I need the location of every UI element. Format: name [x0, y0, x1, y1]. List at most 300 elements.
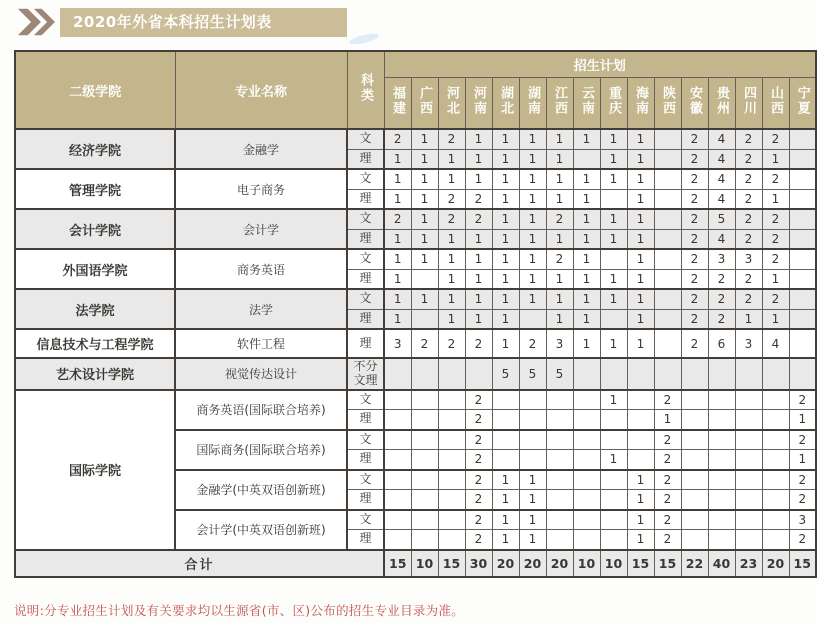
total-value-cell: 20 [492, 550, 519, 577]
plan-value-cell: 1 [438, 229, 465, 249]
plan-value-cell: 1 [492, 289, 519, 309]
plan-value-cell [789, 149, 816, 169]
category-cell: 不分文理 [347, 358, 384, 390]
college-cell: 信息技术与工程学院 [15, 329, 175, 358]
major-cell: 会计学(中英双语创新班) [175, 510, 347, 550]
plan-value-cell [627, 390, 654, 410]
category-cell: 文 [347, 470, 384, 490]
plan-value-cell: 1 [600, 129, 627, 149]
plan-value-cell: 1 [762, 189, 789, 209]
plan-value-cell: 1 [627, 269, 654, 289]
plan-value-cell [573, 390, 600, 410]
plan-value-cell: 1 [627, 229, 654, 249]
plan-value-cell: 1 [627, 530, 654, 550]
plan-value-cell: 2 [735, 169, 762, 189]
college-cell: 法学院 [15, 289, 175, 329]
category-cell: 文 [347, 510, 384, 530]
plan-value-cell: 1 [546, 229, 573, 249]
plan-value-cell: 1 [600, 269, 627, 289]
plan-value-cell: 1 [546, 149, 573, 169]
plan-value-cell [789, 229, 816, 249]
plan-value-cell: 2 [681, 289, 708, 309]
plan-value-cell [654, 189, 681, 209]
plan-value-cell: 3 [735, 249, 762, 269]
col-header-province [627, 77, 654, 129]
plan-value-cell: 1 [546, 289, 573, 309]
plan-value-cell [681, 470, 708, 490]
plan-value-cell: 1 [384, 269, 411, 289]
plan-value-cell: 1 [492, 530, 519, 550]
plan-value-cell [573, 149, 600, 169]
plan-value-cell: 1 [573, 309, 600, 329]
plan-value-cell: 2 [465, 470, 492, 490]
plan-value-cell: 2 [762, 229, 789, 249]
plan-value-cell: 2 [708, 309, 735, 329]
plan-value-cell [519, 430, 546, 450]
plan-value-cell: 4 [708, 149, 735, 169]
plan-value-cell [384, 430, 411, 450]
plan-value-cell: 1 [411, 229, 438, 249]
plan-value-cell: 1 [411, 149, 438, 169]
plan-value-cell [384, 358, 411, 390]
plan-value-cell [762, 358, 789, 390]
plan-value-cell: 1 [546, 169, 573, 189]
plan-value-cell [681, 510, 708, 530]
province-label: 湖南 [525, 85, 540, 116]
plan-value-cell [438, 358, 465, 390]
plan-value-cell [735, 390, 762, 410]
plan-value-cell: 1 [762, 149, 789, 169]
college-cell: 艺术设计学院 [15, 358, 175, 390]
page-title: 2020年外省本科招生计划表 [60, 8, 347, 37]
plan-value-cell [546, 490, 573, 510]
plan-value-cell: 2 [465, 410, 492, 430]
table-row [15, 249, 816, 269]
table-row [15, 358, 816, 390]
plan-value-cell [789, 129, 816, 149]
plan-value-cell: 1 [519, 189, 546, 209]
plan-value-cell [546, 450, 573, 470]
province-label: 湖北 [498, 85, 513, 116]
plan-value-cell [654, 289, 681, 309]
plan-value-cell [762, 510, 789, 530]
plan-value-cell: 1 [384, 189, 411, 209]
plan-value-cell: 1 [600, 169, 627, 189]
plan-value-cell: 1 [627, 309, 654, 329]
college-cell: 会计学院 [15, 209, 175, 249]
plan-value-cell [546, 470, 573, 490]
plan-value-cell: 1 [438, 289, 465, 309]
plan-value-cell: 1 [384, 289, 411, 309]
plan-value-cell [600, 470, 627, 490]
total-value-cell: 15 [384, 550, 411, 577]
plan-value-cell [762, 390, 789, 410]
province-label: 河南 [471, 85, 486, 116]
plan-value-cell: 1 [411, 289, 438, 309]
total-value-cell: 22 [681, 550, 708, 577]
plan-value-cell: 1 [465, 269, 492, 289]
plan-value-cell: 1 [519, 490, 546, 510]
col-header-plan-group: 招生计划 [384, 51, 816, 77]
col-header-province [600, 77, 627, 129]
plan-value-cell: 1 [600, 450, 627, 470]
plan-value-cell: 1 [573, 329, 600, 358]
plan-value-cell [654, 229, 681, 249]
plan-value-cell [411, 450, 438, 470]
plan-value-cell: 2 [762, 209, 789, 229]
plan-value-cell: 2 [465, 510, 492, 530]
plan-value-cell [492, 450, 519, 470]
plan-value-cell: 2 [681, 249, 708, 269]
col-header-province [654, 77, 681, 129]
total-value-cell: 23 [735, 550, 762, 577]
plan-value-cell: 2 [735, 189, 762, 209]
plan-value-cell: 1 [438, 309, 465, 329]
plan-value-cell: 2 [465, 209, 492, 229]
college-cell: 国际学院 [15, 390, 175, 550]
plan-value-cell: 2 [465, 490, 492, 510]
plan-value-cell [600, 189, 627, 209]
plan-value-cell [411, 490, 438, 510]
plan-value-cell [438, 450, 465, 470]
plan-value-cell: 1 [573, 229, 600, 249]
plan-value-cell [762, 470, 789, 490]
plan-value-cell: 4 [708, 129, 735, 149]
plan-value-cell: 2 [654, 490, 681, 510]
plan-value-cell [384, 470, 411, 490]
plan-value-cell: 2 [735, 129, 762, 149]
plan-value-cell: 1 [492, 209, 519, 229]
plan-value-cell [411, 358, 438, 390]
plan-value-cell [438, 490, 465, 510]
plan-value-cell: 2 [681, 309, 708, 329]
table-row [15, 169, 816, 189]
table-row [15, 390, 816, 410]
plan-value-cell [789, 209, 816, 229]
plan-value-cell: 1 [384, 229, 411, 249]
total-value-cell: 15 [627, 550, 654, 577]
category-cell: 理 [347, 269, 384, 289]
plan-value-cell: 1 [519, 169, 546, 189]
plan-value-cell: 1 [465, 169, 492, 189]
plan-value-cell: 1 [519, 249, 546, 269]
plan-value-cell: 2 [762, 129, 789, 149]
plan-value-cell: 2 [735, 229, 762, 249]
plan-value-cell: 1 [573, 189, 600, 209]
plan-value-cell: 1 [519, 510, 546, 530]
plan-value-cell [384, 510, 411, 530]
category-cell: 理 [347, 450, 384, 470]
plan-value-cell: 1 [465, 309, 492, 329]
plan-value-cell [762, 450, 789, 470]
plan-value-cell: 2 [654, 430, 681, 450]
plan-value-cell [411, 390, 438, 410]
province-label: 安徽 [687, 85, 702, 116]
plan-value-cell [708, 430, 735, 450]
category-cell: 理 [347, 149, 384, 169]
plan-value-cell [681, 358, 708, 390]
plan-value-cell [762, 530, 789, 550]
plan-value-cell [681, 530, 708, 550]
col-header-province [411, 77, 438, 129]
total-value-cell: 10 [411, 550, 438, 577]
plan-value-cell [735, 358, 762, 390]
plan-value-cell: 3 [708, 249, 735, 269]
category-cell: 理 [347, 329, 384, 358]
plan-value-cell [654, 269, 681, 289]
plan-value-cell [708, 510, 735, 530]
plan-value-cell [438, 430, 465, 450]
plan-value-cell: 1 [627, 470, 654, 490]
college-cell: 管理学院 [15, 169, 175, 209]
province-label: 海南 [633, 85, 648, 116]
college-cell: 经济学院 [15, 129, 175, 169]
plan-value-cell: 1 [492, 229, 519, 249]
plan-value-cell: 1 [465, 129, 492, 149]
plan-value-cell: 3 [789, 510, 816, 530]
col-header-category [347, 51, 384, 129]
plan-value-cell: 1 [438, 169, 465, 189]
plan-value-cell [600, 510, 627, 530]
plan-value-cell: 1 [627, 169, 654, 189]
plan-value-cell: 1 [546, 309, 573, 329]
plan-value-cell: 4 [762, 329, 789, 358]
major-cell: 商务英语(国际联合培养) [175, 390, 347, 430]
plan-value-cell: 1 [492, 329, 519, 358]
plan-value-cell: 3 [546, 329, 573, 358]
plan-value-cell: 2 [681, 169, 708, 189]
major-cell: 视觉传达设计 [175, 358, 347, 390]
plan-value-cell: 1 [546, 129, 573, 149]
plan-value-cell: 2 [546, 209, 573, 229]
major-cell: 金融学 [175, 129, 347, 169]
plan-value-cell [708, 390, 735, 410]
decorative-swoosh [348, 31, 379, 46]
plan-value-cell: 1 [573, 289, 600, 309]
plan-value-cell [519, 390, 546, 410]
plan-value-cell: 2 [681, 269, 708, 289]
province-label: 福建 [390, 85, 405, 116]
plan-value-cell: 3 [735, 329, 762, 358]
plan-value-cell: 1 [492, 510, 519, 530]
plan-value-cell [762, 490, 789, 510]
plan-value-cell: 1 [384, 169, 411, 189]
plan-value-cell [735, 430, 762, 450]
province-label: 河北 [444, 85, 459, 116]
plan-value-cell [546, 410, 573, 430]
col-header-province [465, 77, 492, 129]
header-row-top [15, 51, 816, 77]
plan-value-cell [384, 490, 411, 510]
plan-value-cell: 1 [735, 309, 762, 329]
plan-value-cell [411, 410, 438, 430]
category-cell: 文 [347, 129, 384, 149]
plan-value-cell [438, 510, 465, 530]
table-row [15, 209, 816, 229]
plan-value-cell [573, 358, 600, 390]
plan-value-cell: 1 [492, 189, 519, 209]
plan-value-cell [384, 410, 411, 430]
total-row [15, 550, 816, 577]
plan-value-cell: 2 [735, 209, 762, 229]
plan-value-cell [627, 410, 654, 430]
plan-value-cell [573, 450, 600, 470]
plan-value-cell [654, 358, 681, 390]
plan-value-cell: 5 [519, 358, 546, 390]
plan-value-cell [789, 169, 816, 189]
plan-value-cell [411, 470, 438, 490]
plan-value-cell: 2 [735, 149, 762, 169]
plan-value-cell: 2 [789, 530, 816, 550]
col-header-province [384, 77, 411, 129]
plan-value-cell: 2 [708, 289, 735, 309]
col-header-province [681, 77, 708, 129]
plan-value-cell [384, 530, 411, 550]
plan-value-cell [789, 309, 816, 329]
plan-value-cell: 2 [789, 490, 816, 510]
plan-value-cell [735, 490, 762, 510]
plan-value-cell: 1 [519, 269, 546, 289]
plan-value-cell [411, 510, 438, 530]
category-cell: 理 [347, 229, 384, 249]
plan-value-cell: 1 [654, 410, 681, 430]
plan-value-cell: 1 [600, 149, 627, 169]
major-cell: 商务英语 [175, 249, 347, 289]
category-cell: 文 [347, 430, 384, 450]
plan-value-cell [546, 510, 573, 530]
plan-value-cell [762, 410, 789, 430]
plan-value-cell: 2 [762, 249, 789, 269]
plan-value-cell: 1 [573, 209, 600, 229]
plan-value-cell: 1 [789, 410, 816, 430]
plan-value-cell: 1 [600, 209, 627, 229]
plan-value-cell: 2 [735, 269, 762, 289]
plan-value-cell: 6 [708, 329, 735, 358]
plan-value-cell: 2 [708, 269, 735, 289]
total-value-cell: 10 [573, 550, 600, 577]
category-cell: 文 [347, 249, 384, 269]
plan-value-cell [735, 410, 762, 430]
plan-value-cell [708, 470, 735, 490]
plan-value-cell: 1 [627, 209, 654, 229]
plan-value-cell [492, 430, 519, 450]
plan-value-cell: 2 [654, 450, 681, 470]
category-cell: 理 [347, 309, 384, 329]
double-right-chevron-icon [14, 5, 62, 39]
plan-value-cell [654, 329, 681, 358]
plan-value-cell [546, 430, 573, 450]
plan-value-cell [600, 249, 627, 269]
plan-value-cell: 4 [708, 169, 735, 189]
plan-value-cell: 2 [789, 430, 816, 450]
total-value-cell: 20 [546, 550, 573, 577]
plan-value-cell: 3 [384, 329, 411, 358]
plan-value-cell: 1 [519, 289, 546, 309]
plan-value-cell: 2 [384, 129, 411, 149]
plan-value-cell [681, 490, 708, 510]
plan-value-cell: 2 [681, 149, 708, 169]
plan-value-cell [519, 450, 546, 470]
col-header-province [573, 77, 600, 129]
table-row [15, 129, 816, 149]
plan-value-cell: 1 [438, 249, 465, 269]
major-cell: 电子商务 [175, 169, 347, 209]
plan-value-cell: 1 [762, 309, 789, 329]
province-label: 陕西 [660, 85, 675, 116]
plan-value-cell: 2 [681, 189, 708, 209]
plan-value-cell: 1 [546, 189, 573, 209]
plan-value-cell [600, 410, 627, 430]
plan-value-cell: 2 [681, 209, 708, 229]
plan-value-cell: 1 [492, 149, 519, 169]
table-row [15, 289, 816, 309]
plan-value-cell: 2 [681, 229, 708, 249]
plan-value-cell: 1 [492, 249, 519, 269]
plan-value-cell [573, 470, 600, 490]
plan-value-cell: 2 [465, 530, 492, 550]
plan-value-cell [654, 309, 681, 329]
total-value-cell: 10 [600, 550, 627, 577]
plan-value-cell: 1 [492, 169, 519, 189]
plan-value-cell: 2 [411, 329, 438, 358]
plan-value-cell: 1 [600, 289, 627, 309]
plan-value-cell [411, 269, 438, 289]
plan-value-cell [600, 358, 627, 390]
plan-value-cell: 1 [519, 470, 546, 490]
plan-value-cell: 1 [627, 129, 654, 149]
plan-value-cell: 1 [627, 289, 654, 309]
major-cell: 国际商务(国际联合培养) [175, 430, 347, 470]
plan-value-cell: 2 [465, 189, 492, 209]
plan-value-cell [600, 490, 627, 510]
plan-value-cell: 1 [438, 269, 465, 289]
category-cell: 理 [347, 530, 384, 550]
plan-value-cell [546, 530, 573, 550]
plan-value-cell [438, 410, 465, 430]
plan-value-cell: 1 [465, 249, 492, 269]
category-cell: 文 [347, 390, 384, 410]
plan-value-cell: 1 [600, 329, 627, 358]
province-label: 广西 [417, 85, 432, 116]
plan-value-cell: 1 [519, 530, 546, 550]
plan-value-cell [627, 450, 654, 470]
total-value-cell: 20 [519, 550, 546, 577]
col-header-province [708, 77, 735, 129]
plan-value-cell: 1 [465, 289, 492, 309]
plan-value-cell: 1 [465, 229, 492, 249]
category-cell: 理 [347, 189, 384, 209]
plan-value-cell: 5 [492, 358, 519, 390]
plan-value-cell [573, 510, 600, 530]
province-label: 重庆 [606, 85, 621, 116]
plan-value-cell: 1 [762, 269, 789, 289]
major-cell: 会计学 [175, 209, 347, 249]
province-label: 山西 [768, 85, 783, 116]
plan-value-cell [708, 490, 735, 510]
plan-value-cell [681, 450, 708, 470]
table-row [15, 329, 816, 358]
plan-value-cell [573, 490, 600, 510]
total-value-cell: 30 [465, 550, 492, 577]
plan-value-cell [519, 309, 546, 329]
plan-value-cell [654, 249, 681, 269]
category-cell: 文 [347, 289, 384, 309]
plan-value-cell [789, 329, 816, 358]
plan-value-cell: 2 [654, 470, 681, 490]
category-cell: 理 [347, 490, 384, 510]
province-label: 宁夏 [794, 85, 810, 116]
total-value-cell: 15 [438, 550, 465, 577]
